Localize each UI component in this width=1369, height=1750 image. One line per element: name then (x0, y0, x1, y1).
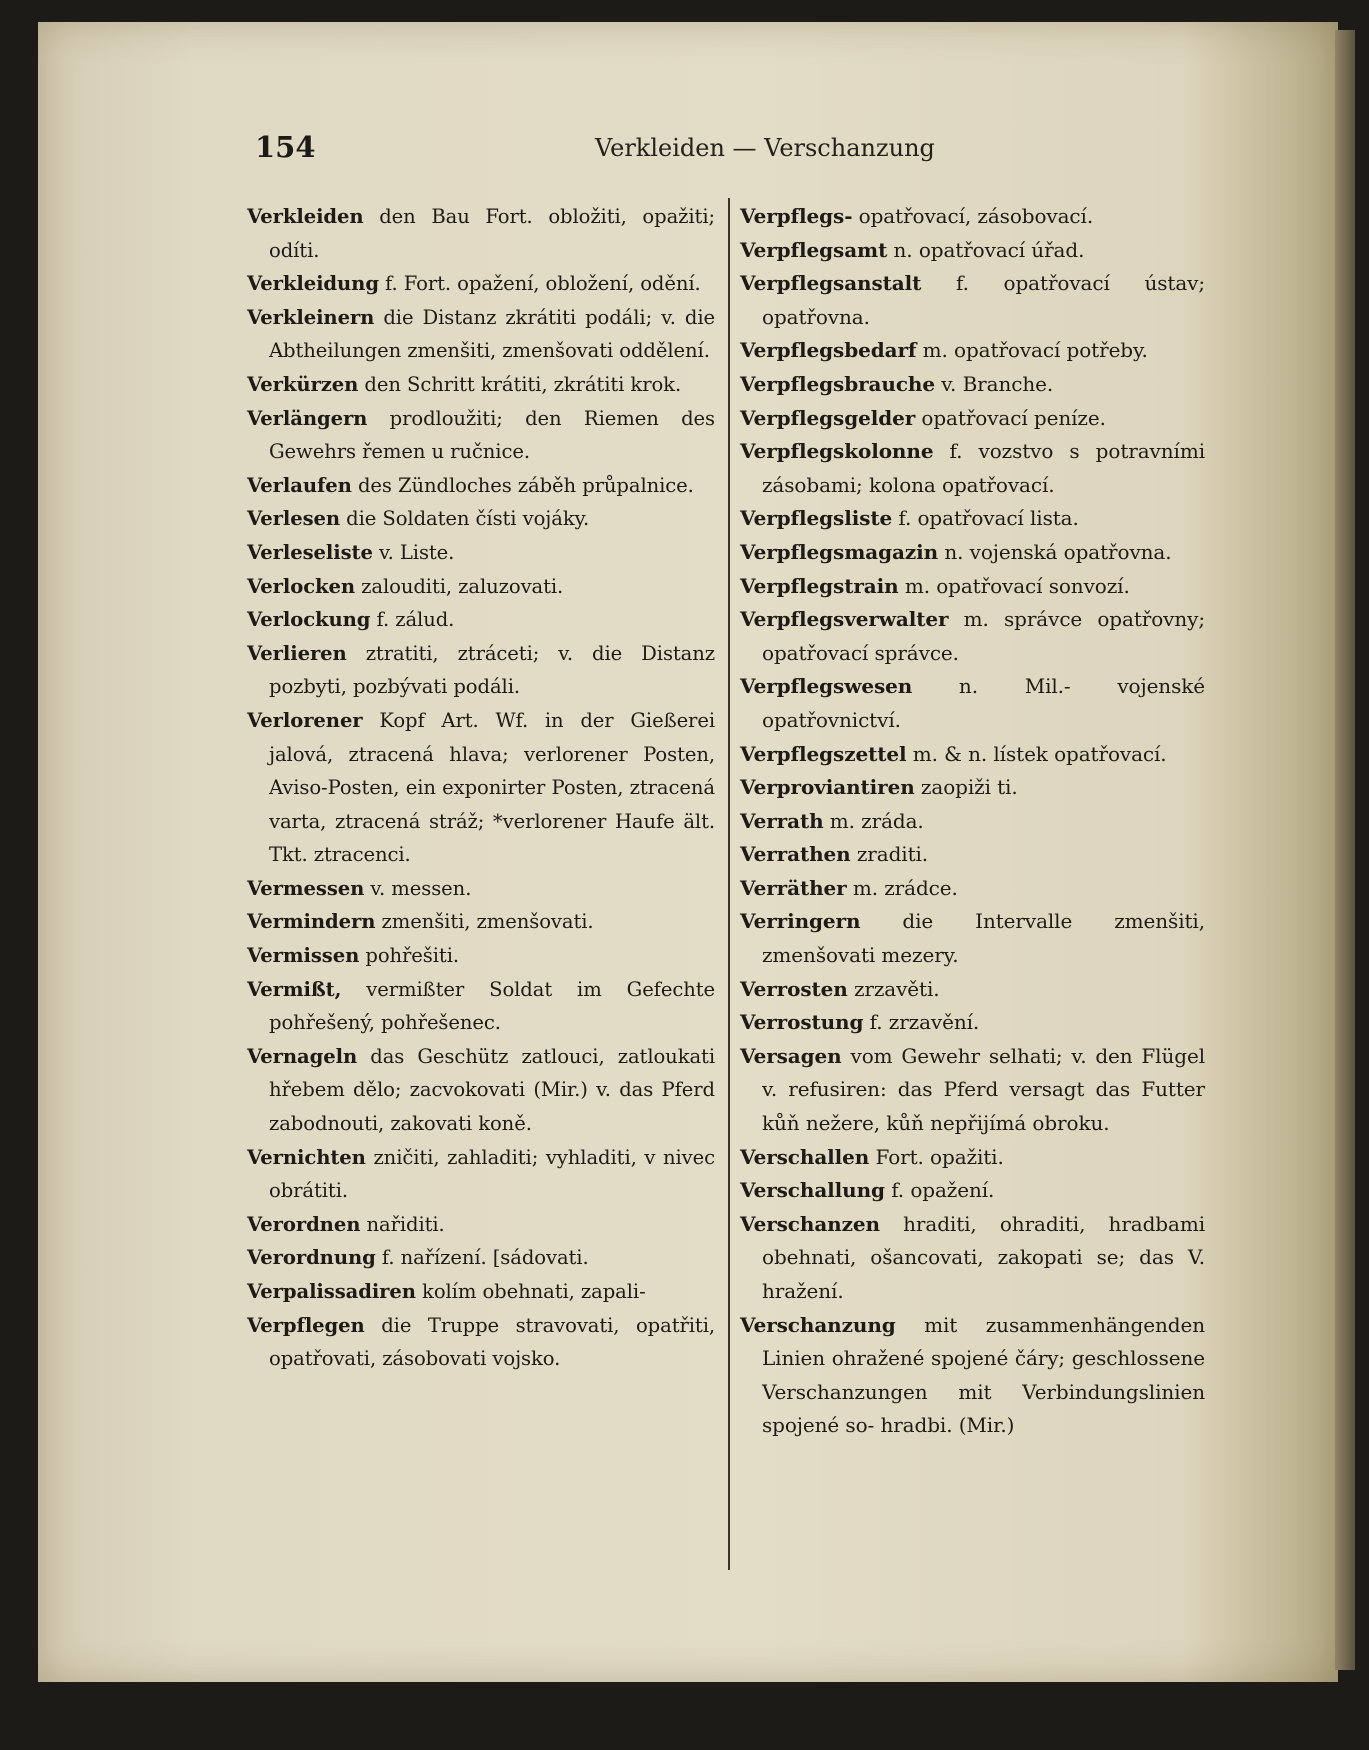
entry-definition: f. opatřovací ústav; opatřovna. (762, 271, 1205, 329)
entry-definition: vom Gewehr selhati; v. den Flügel v. refusiren: das Pferd versagt das Futter kůň nežere, kůň nepřijímá obroku. (762, 1043, 1205, 1136)
entry-headword: Verlesen (247, 507, 341, 531)
entry-headword: Verrathen (740, 842, 851, 867)
dictionary-entry (740, 334, 1205, 368)
entry-headword: Verpflegsbrauche (740, 371, 935, 396)
entry-definition: zničiti, zahladiti; vyhladiti, v nivec obrátiti. (269, 1145, 715, 1203)
entry-definition: pohřešiti. (359, 944, 459, 968)
entry-headword: Verpflegsverwalter (740, 607, 949, 632)
dictionary-entry (740, 670, 1205, 737)
dictionary-entry (740, 502, 1205, 536)
entry-definition: des Zündloches záběh průpalnice. (351, 473, 694, 497)
dictionary-entry (247, 637, 715, 704)
entry-headword: Vermessen (247, 876, 365, 900)
dictionary-entry (740, 570, 1205, 604)
entry-definition: zaopiži ti. (914, 775, 1018, 800)
entry-headword: Vernageln (247, 1044, 358, 1068)
dictionary-entry (247, 1309, 715, 1376)
dictionary-entry (740, 1309, 1205, 1443)
entry-definition: die Distanz zkrátiti podáli; v. die Abtheilungen zmenšiti, zmenšovati oddělení. (269, 305, 715, 363)
dictionary-entry (247, 368, 715, 402)
entry-definition: Fort. opažiti. (869, 1144, 1004, 1169)
dictionary-entry (740, 1141, 1205, 1175)
entry-definition: f. vozstvo s potravními zásobami; kolona opatřovací. (762, 439, 1205, 497)
entry-definition: den Schritt krátiti, zkrátiti krok. (358, 372, 682, 396)
column-divider (728, 198, 730, 1570)
entry-headword: Verlängern (247, 406, 368, 430)
dictionary-entry (247, 570, 715, 604)
dictionary-entry (247, 603, 715, 637)
entry-headword: Verpflegstrain (740, 573, 899, 598)
dictionary-entry (247, 939, 715, 973)
dictionary-entry (247, 1208, 715, 1242)
entry-headword: Verordnung (247, 1246, 376, 1270)
entry-definition: v. messen. (364, 876, 472, 900)
entry-definition: f. zálud. (370, 608, 455, 632)
entry-definition: die Intervalle zmenšiti, zmenšovati mezery. (762, 909, 1205, 968)
entry-definition: m. opatřovací potřeby. (916, 338, 1148, 363)
entry-headword: Verpflegsanstalt (740, 271, 922, 296)
dictionary-entry (247, 200, 715, 267)
entry-definition: zmenšiti, zmenšovati. (375, 910, 594, 934)
entry-headword: Verschallung (740, 1178, 885, 1203)
dictionary-entry (740, 771, 1205, 805)
entry-headword: Verpflegen (247, 1313, 365, 1337)
entry-headword: Verschallen (740, 1144, 870, 1169)
entry-headword: Verkleiden (247, 205, 364, 228)
dictionary-entry (740, 1006, 1205, 1040)
dictionary-entry (740, 872, 1205, 906)
entry-definition: n. vojenská opatřovna. (938, 539, 1172, 564)
entry-headword: Verlaufen (247, 473, 352, 497)
entry-headword: Verpflegs- (740, 204, 853, 228)
entry-definition: opatřovací, zásobovací. (852, 204, 1094, 228)
entry-definition: kolím obehnati, zapali- (415, 1280, 646, 1303)
dictionary-entry (247, 1241, 715, 1275)
entry-definition: f. opažení. (884, 1178, 995, 1203)
entry-definition: mit zusammenhängenden Linien ohražené spojené čáry; geschlossene Verschanzungen mit Verbindungslinien spojené so- hradbi. (Mir.) (762, 1312, 1205, 1438)
entry-headword: Verpflegsliste (740, 506, 893, 531)
entry-definition: m. zrádce. (846, 875, 958, 900)
entry-definition: vermißter Soldat im Gefechte pohřešený, pohřešenec. (269, 977, 715, 1035)
entry-definition: das Geschütz zatlouci, zatloukati hřebem dělo; zacvokovati (Mir.) v. das Pferd zabodnouti, zakovati koně. (269, 1044, 715, 1136)
entry-headword: Verpflegskolonne (740, 439, 934, 464)
dictionary-entry (740, 805, 1205, 839)
dictionary-entry (247, 973, 715, 1040)
page-header (255, 130, 955, 170)
entry-headword: Vermißt, (247, 977, 342, 1001)
dictionary-entry (740, 1040, 1205, 1141)
dictionary-entry (247, 502, 715, 536)
dictionary-entry (247, 301, 715, 368)
entry-headword: Verschanzen (740, 1211, 880, 1236)
entry-headword: Verlockung (247, 608, 371, 632)
entry-definition: n. Mil.- vojenské opatřovnictví. (762, 674, 1205, 732)
entry-headword: Verlocken (247, 574, 356, 598)
entry-headword: Vernichten (247, 1145, 366, 1169)
left-column (247, 200, 715, 1376)
entry-headword: Verkleinern (247, 305, 375, 329)
dictionary-entry (740, 536, 1205, 570)
dictionary-entry (247, 469, 715, 503)
entry-headword: Verkürzen (247, 372, 359, 396)
entry-definition: f. opatřovací lista. (892, 506, 1079, 531)
entry-definition: ztratiti, ztráceti; v. die Distanz pozbyti, pozbývati podáli. (269, 641, 715, 699)
entry-definition: m. zráda. (823, 808, 924, 833)
entry-headword: Verpflegsbedarf (740, 338, 917, 363)
entry-definition: n. opatřovací úřad. (887, 237, 1085, 262)
entry-definition: die Truppe stravovati, opatřiti, opatřovati, zásobovati vojsko. (269, 1313, 715, 1371)
dictionary-entry (740, 1174, 1205, 1208)
dictionary-entry (247, 267, 715, 301)
entry-headword: Verschanzung (740, 1312, 896, 1337)
entry-headword: Verpalissadiren (247, 1280, 416, 1303)
entry-definition: hraditi, ohraditi, hradbami obehnati, ošancovati, zakopati se; das V. hražení. (762, 1211, 1205, 1303)
dictionary-entry (247, 905, 715, 939)
dictionary-entry (247, 1275, 715, 1309)
entry-headword: Verordnen (247, 1212, 361, 1236)
entry-headword: Verrosten (740, 976, 848, 1001)
entry-headword: Vermindern (247, 910, 376, 934)
dictionary-entry (740, 838, 1205, 872)
entry-definition: zraditi. (850, 842, 929, 867)
right-column (740, 200, 1205, 1443)
entry-definition: m. opatřovací sonvozí. (898, 573, 1130, 598)
running-head: Verkleiden — Verschanzung (595, 134, 935, 162)
dictionary-entry (247, 1141, 715, 1208)
dictionary-entry (740, 738, 1205, 772)
dictionary-entry (247, 402, 715, 469)
entry-headword: Verleseliste (247, 540, 373, 564)
entry-headword: Vermissen (247, 944, 360, 968)
entry-definition: v. Branche. (934, 371, 1054, 396)
entry-definition: die Soldaten čísti vojáky. (340, 507, 590, 531)
entry-definition: f. nařízení. [sádovati. (375, 1246, 589, 1270)
entry-headword: Verpflegsamt (740, 237, 888, 262)
entry-definition: f. Fort. opažení, obložení, odění. (378, 272, 701, 296)
entry-definition: opatřovací peníze. (915, 405, 1106, 430)
entry-headword: Verlorener (247, 708, 363, 732)
entry-headword: Verpflegsgelder (740, 405, 916, 430)
entry-definition: zalouditi, zaluzovati. (355, 574, 564, 598)
entry-headword: Verproviantiren (740, 775, 915, 800)
entry-headword: Verkleidung (247, 272, 379, 296)
dictionary-entry (247, 536, 715, 570)
dictionary-entry (740, 603, 1205, 670)
dictionary-entry (740, 1208, 1205, 1309)
entry-headword: Verrostung (740, 1010, 864, 1035)
dictionary-entry (740, 435, 1205, 502)
entry-definition: m. & n. lístek opatřovací. (906, 741, 1167, 766)
dictionary-entry (740, 267, 1205, 334)
entry-definition: nařiditi. (360, 1212, 445, 1236)
entry-definition: Kopf Art. Wf. in der Gießerei jalová, ztracená hlava; verlorener Posten, Aviso-Posten, ein exponirter Posten, ztracená varta, ztracená stráž; *verlorener Haufe ält. Tkt. ztracenci. (269, 708, 715, 867)
dictionary-entry (740, 234, 1205, 268)
entry-definition: zrzavěti. (847, 976, 940, 1001)
entry-headword: Verpflegswesen (740, 674, 913, 699)
dictionary-entry (247, 872, 715, 906)
dictionary-entry (740, 200, 1205, 234)
entry-headword: Verlieren (247, 641, 347, 665)
dictionary-entry (247, 704, 715, 872)
dictionary-entry (740, 973, 1205, 1007)
entry-definition: f. zrzavění. (863, 1010, 980, 1035)
entry-headword: Verrath (740, 808, 824, 833)
entry-headword: Versagen (740, 1043, 842, 1068)
entry-headword: Verringern (740, 909, 861, 934)
entry-headword: Verpflegszettel (740, 741, 907, 766)
dictionary-entry (740, 402, 1205, 436)
entry-headword: Verräther (740, 875, 847, 900)
page-number: 154 (255, 130, 316, 164)
dictionary-entry (740, 368, 1205, 402)
entry-definition: prodloužiti; den Riemen des Gewehrs řemen u ručnice. (269, 406, 715, 464)
dictionary-entry (740, 905, 1205, 972)
entry-headword: Verpflegsmagazin (740, 539, 939, 564)
dictionary-entry (247, 1040, 715, 1141)
entry-definition: den Bau Fort. obložiti, opažiti; odíti. (269, 205, 715, 262)
book-page-edge (1335, 30, 1355, 1670)
entry-definition: m. správce opatřovny; opatřovací správce. (762, 607, 1205, 665)
entry-definition: v. Liste. (372, 540, 455, 564)
